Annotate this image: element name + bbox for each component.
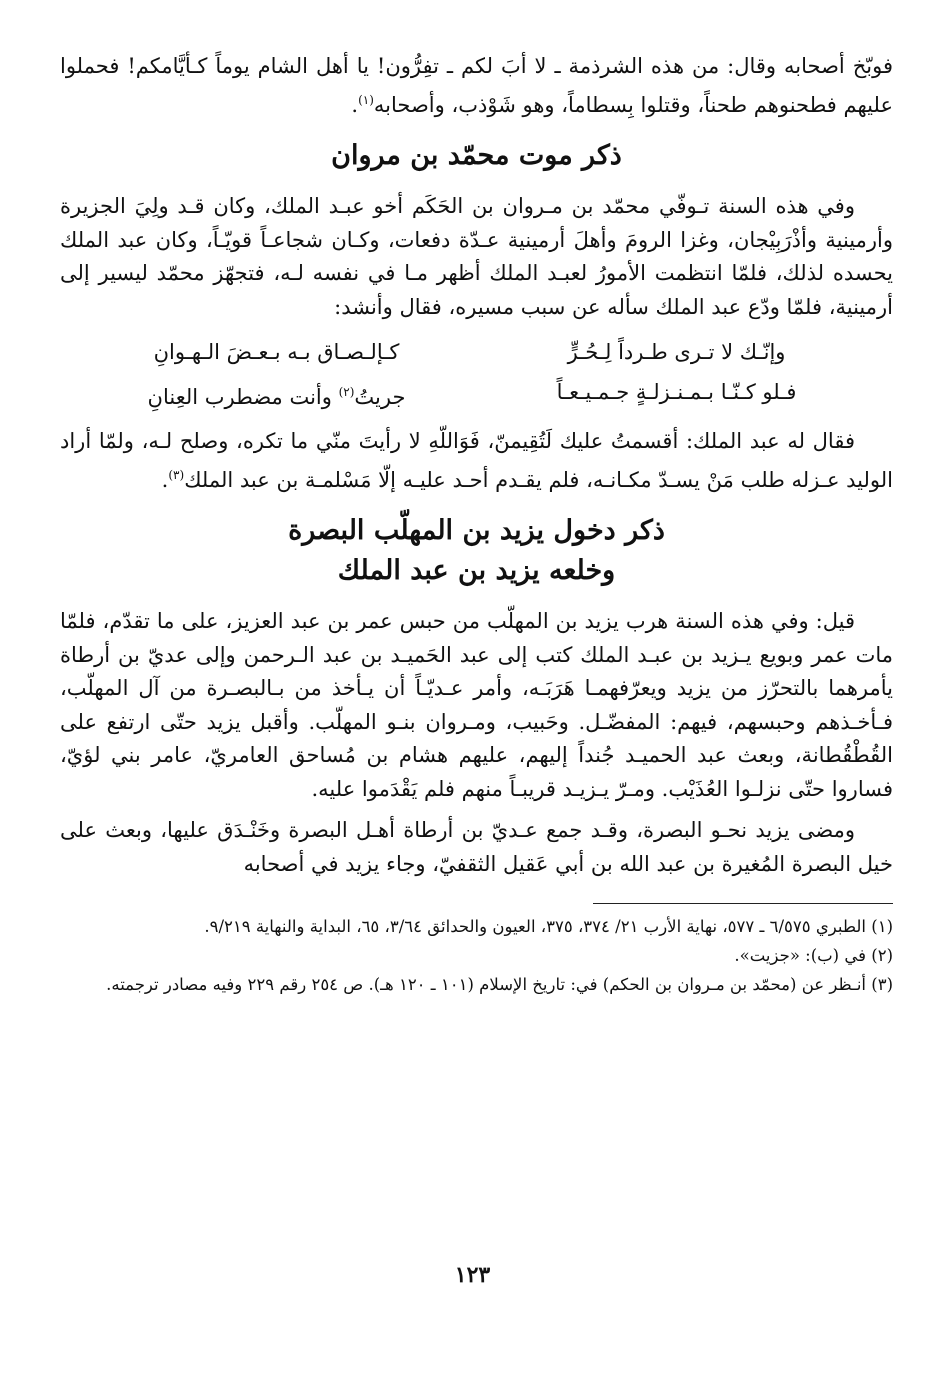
section1-paragraph-2-text: فقال له عبد الملك: أقسمتُ عليك لَتُقِيمنّ، فَوَاللّهِ لا رأيتَ منّي ما تكره، وصلح لـه، ولمّا أراد الوليد عـزله طلب مَنْ يسـدّ مكـانـه، فلم يقـدم أحـد عليـه إلّا مَسْلمـة بن عبد الملك xyxy=(60,429,893,492)
section-heading-death-of-muhammad: ذكر موت محمّد بن مروان xyxy=(331,140,622,171)
footnote-1: (١) الطبري ٦/٥٧٥ ـ ٥٧٧، نهاية الأرب ٢١/ ٣٧٤، ٣٧٥، العيون والحدائق ٣/٦٤، ٦٥، البداية والنهاية ٩/٢١٩. xyxy=(204,917,893,936)
intro-paragraph xyxy=(60,50,893,122)
footnote-ref-2[interactable]: (٢) xyxy=(338,385,355,399)
footnote-divider xyxy=(593,903,893,904)
section1-paragraph-2 xyxy=(60,425,893,497)
poem-hemistich xyxy=(107,372,447,417)
poem xyxy=(60,332,893,417)
poem-hemistich: كـإلـصـاق بـه بـعـضَ الـهـوانِ xyxy=(153,340,400,364)
intro-end: . xyxy=(351,92,359,117)
poem-hemistich: وإنّـك لا تـرى طـرداً لِـحُـرٍّ xyxy=(567,340,786,364)
section2-paragraph-2: ومضى يزيد نحـو البصرة، وقـد جمع عـديّ بن أرطاة أهـل البصرة وخَنْـدَق عليها، وبعث على خيل البصرة المُغيرة بن عبد الله بن أبي عَقيل الثقفيّ، وجاء يزيد في أصحابه xyxy=(60,818,893,876)
section1-paragraph-1: وفي هذه السنة تـوفّي محمّد بن مـروان بن الحَكَم أخو عبـد الملك، وكان قـد ولِيَ الجزيرة وأرمينية وأذْرَبِيْجان، وغزا الرومَ وأهلَ أرمينية عـدّة دفعات، وكـان شجاعـاً قويّـاً، وكان عبد الملك يحسده لذلك، فلمّا انتظمت الأمورُ لعبـد الملك أظهر مـا في نفسه لـه، فتجهّز محمّد ليسير إلى أرمينية، فلمّا ودّع عبد الملك سأله عن سبب مسيره، فقال وأنشد: xyxy=(60,194,893,319)
poem-rest: وأنت مضطرب العِنانِ xyxy=(147,385,339,409)
section-heading-yazid-line-1: ذكر دخول يزيد بن المهلّب البصرة xyxy=(288,515,665,546)
poem-hemistich: فـلو كـنّـا بـمـنـزلـةٍ جـمـيـعـاً xyxy=(556,380,797,404)
poem-verse xyxy=(60,372,893,417)
intro-text: فوبّخ أصحابه وقال: من هذه الشرذمة ـ لا أبَ لكم ـ تفِرُّون! يا أهل الشام يوماً كـأيَّامكم! فحملوا عليهم فطحنوهم طحناً، وقتلوا بِسطاماً، وهو شَوْذب، وأصحابه xyxy=(60,54,893,117)
section-heading-yazid-line-2: وخلعه يزيد بن عبد الملك xyxy=(337,555,616,586)
poem-verse xyxy=(60,332,893,372)
footnote-3: (٣) أنـظر عن (محمّد بن مـروان بن الحكم) في: تاريخ الإسلام (١٠١ ـ ١٢٠ هـ). ص ٢٥٤ رقم ٢٢٩ وفيه مصادر ترجمته. xyxy=(106,975,893,994)
section1-paragraph-2-end: . xyxy=(161,467,169,492)
footnote-ref-3[interactable]: (٣) xyxy=(168,467,185,482)
section2-paragraph-1: قيل: وفي هذه السنة هرب يزيد بن المهلّب من حبس عمر بن عبد العزيز، على ما تقدّم، فلمّا مات عمر وبويع يـزيد بن عبـد الملك كتب إلى عبد الحَميـد بن عبد الـرحمن وإلى عديّ بن أرطاة يأمرهما بالتحرّز من يزيد ويعرّفهمـا هَرَبَـه، وأمر عـديّـاً أن يـأخذ من بـالبصـرة من آل المهلّب، فـأخـذهم وحبسهم، فيهم: المفضّـل. وحَبيب، ومـروان بنـو المهلّب. وأقبل يزيد حتّى ارتفع على القُطْقُطانة، وبعث عبد الحميـد جُنداً إليهم، عليهم هشام بن مُساحق العامريّ، عامر بني لؤيّ، فساروا حتّى نزلـوا العُذَيْب. ومـرّ يـزيـد قريبـاً منهم فلم يَقْدَموا عليه. xyxy=(60,609,893,801)
footnote-2: (٢) في (ب): «جزيت». xyxy=(734,946,893,965)
footnote-ref-1[interactable]: (١) xyxy=(358,92,374,107)
page-number: ١٢٣ xyxy=(454,1262,491,1288)
poem-word: جريتُ xyxy=(354,385,406,409)
